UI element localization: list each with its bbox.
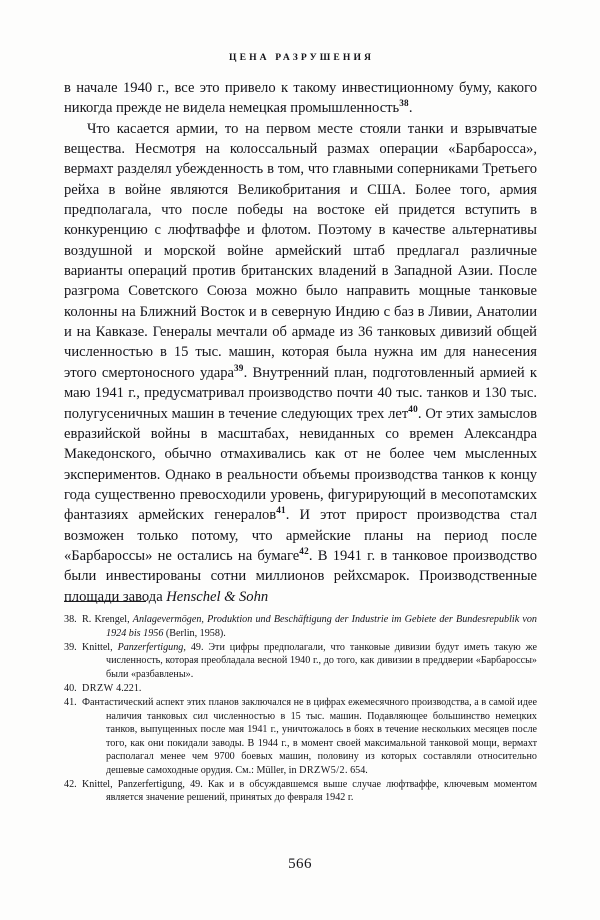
footnote-reference[interactable]: 39 [234,362,244,373]
footnote-number: 42. [64,778,77,790]
footnote-entry [64,682,537,696]
body-text-block [64,78,537,607]
text-run: в начале 1940 г., все это привело к такому инвестиционному буму, какого никогда прежде не видела немецкая промышленность [64,80,537,117]
footnote-entry [64,696,537,777]
footnote-entry [64,641,537,682]
text-run: Фантастический аспект этих планов заключался не в цифрах ежемесячного производства, а в самой идее наличия танковых сил численностью в 15 тыс. машин. Подавляющее большинство немецких танков, выпущенных после мая 1941 г., уничтожалось в боях в течение нескольких месяцев после того, как они покидали заводы. В 1944 г., в момент своей максимальной танковой мощи, вермахт располагал менее чем 9700 боевых машин, половину из которых составляли относительно дешевые самоходные орудия. См.: Müller, in [82,697,537,776]
text-run: . И этот прирост производства стал возможен только потому, что армейские планы на период после «Барбароссы» не остались на бумаге [64,507,537,564]
footnote-reference[interactable]: 41 [276,505,286,516]
body-paragraph [64,78,537,119]
italic-title: Panzerfertigung [117,641,184,653]
page-number: 566 [288,856,312,872]
footnote-separator-rule [64,601,146,602]
footnote-reference[interactable]: 38 [399,98,409,109]
text-run: . 654. [345,764,368,776]
text-run: Knittel, Panzerfertigung, 49. Как и в обсуждавшемся выше случае люфтваффе, ключевым моментом является значение решений, принятых до февраля 1942 г. [82,778,537,804]
text-run: 4.221. [113,682,142,694]
footnote-entry [64,778,537,805]
text-run: . [408,100,413,117]
footnote-entry [64,613,537,640]
footnote-number: 41. [64,697,77,709]
text-run: (Berlin, 1958). [163,627,226,639]
text-run: . В 1941 г. в танковое производство были инвестированы сотни миллионов рейхсмарок. Производственные площади завода [64,547,537,605]
footnote-reference[interactable]: 42 [299,546,309,557]
text-run: Knittel, [82,641,118,653]
text-run: . От этих замыслов евразийской войны в масштабах, невиданных со времен Александра Македонского, обычно отмахивались как от не более чем мысленных экспериментов. Однако в реальности объемы производства танков к концу года существенно превосходили уровень, фигурирующий в месопотамских фантазиях армейских генералов [64,405,537,524]
footnote-number: 38. [64,614,77,625]
text-run: , 49. Эти цифры предполагали, что танковые дивизии будут иметь такую же численность, которая преобладала весной 1940 г., до того, как дивизии в преддверии «Барбароссы» были «разбавлены». [106,641,537,680]
footnote-number: 40. [64,682,77,694]
italic-title: Anlagevermögen, Produktion und Beschäftigung der Industrie im Gebiete der Bundesrepublik von 1924 bis 1956 [106,614,537,639]
footnotes-block [64,613,537,806]
text-run: . Внутренний план, подготовленный армией к маю 1941 г., предусматривал производство почти 40 тыс. танков и 130 тыс. полугусеничных машин в течение следующих трех лет [64,364,537,422]
footnote-number: 39. [64,641,77,653]
footnote-reference[interactable]: 40 [408,403,418,414]
italic-title: Henschel & Sohn [166,588,269,605]
body-paragraph [64,119,537,607]
running-head: ЦЕНА РАЗРУШЕНИЯ [229,52,375,63]
text-run: R. Krengel, [82,614,133,625]
letterspaced-abbrev: DRZW5/2 [299,764,345,776]
letterspaced-abbrev: DRZW [82,682,114,694]
text-run: Что касается армии, то на первом месте стояли танки и взрывчатые вещества. Несмотря на колоссальный размах операции «Барбаросса», вермахт разделял убежденность в том, что главными соперниками Третьего рейха в войне являются Великобритания и США. Более того, армия предполагала, что после победы на востоке ей придется вступить в конкуренцию с люфтваффе и флотом. Поэтому в качестве альтернативы воздушной и морской войне армейский штаб предлагал различные варианты операций против британских владений в Западной Азии. После разгрома Советского Союза можно было направить мощные танковые колонны на Ближний Восток и в северную Индию с баз в Ливии, Анатолии и на Кавказе. Генералы мечтали об армаде из 36 танковых дивизий общей численностью в 15 тыс. машин, которая была нужна им для нанесения этого смертоносного удара [64,120,537,381]
